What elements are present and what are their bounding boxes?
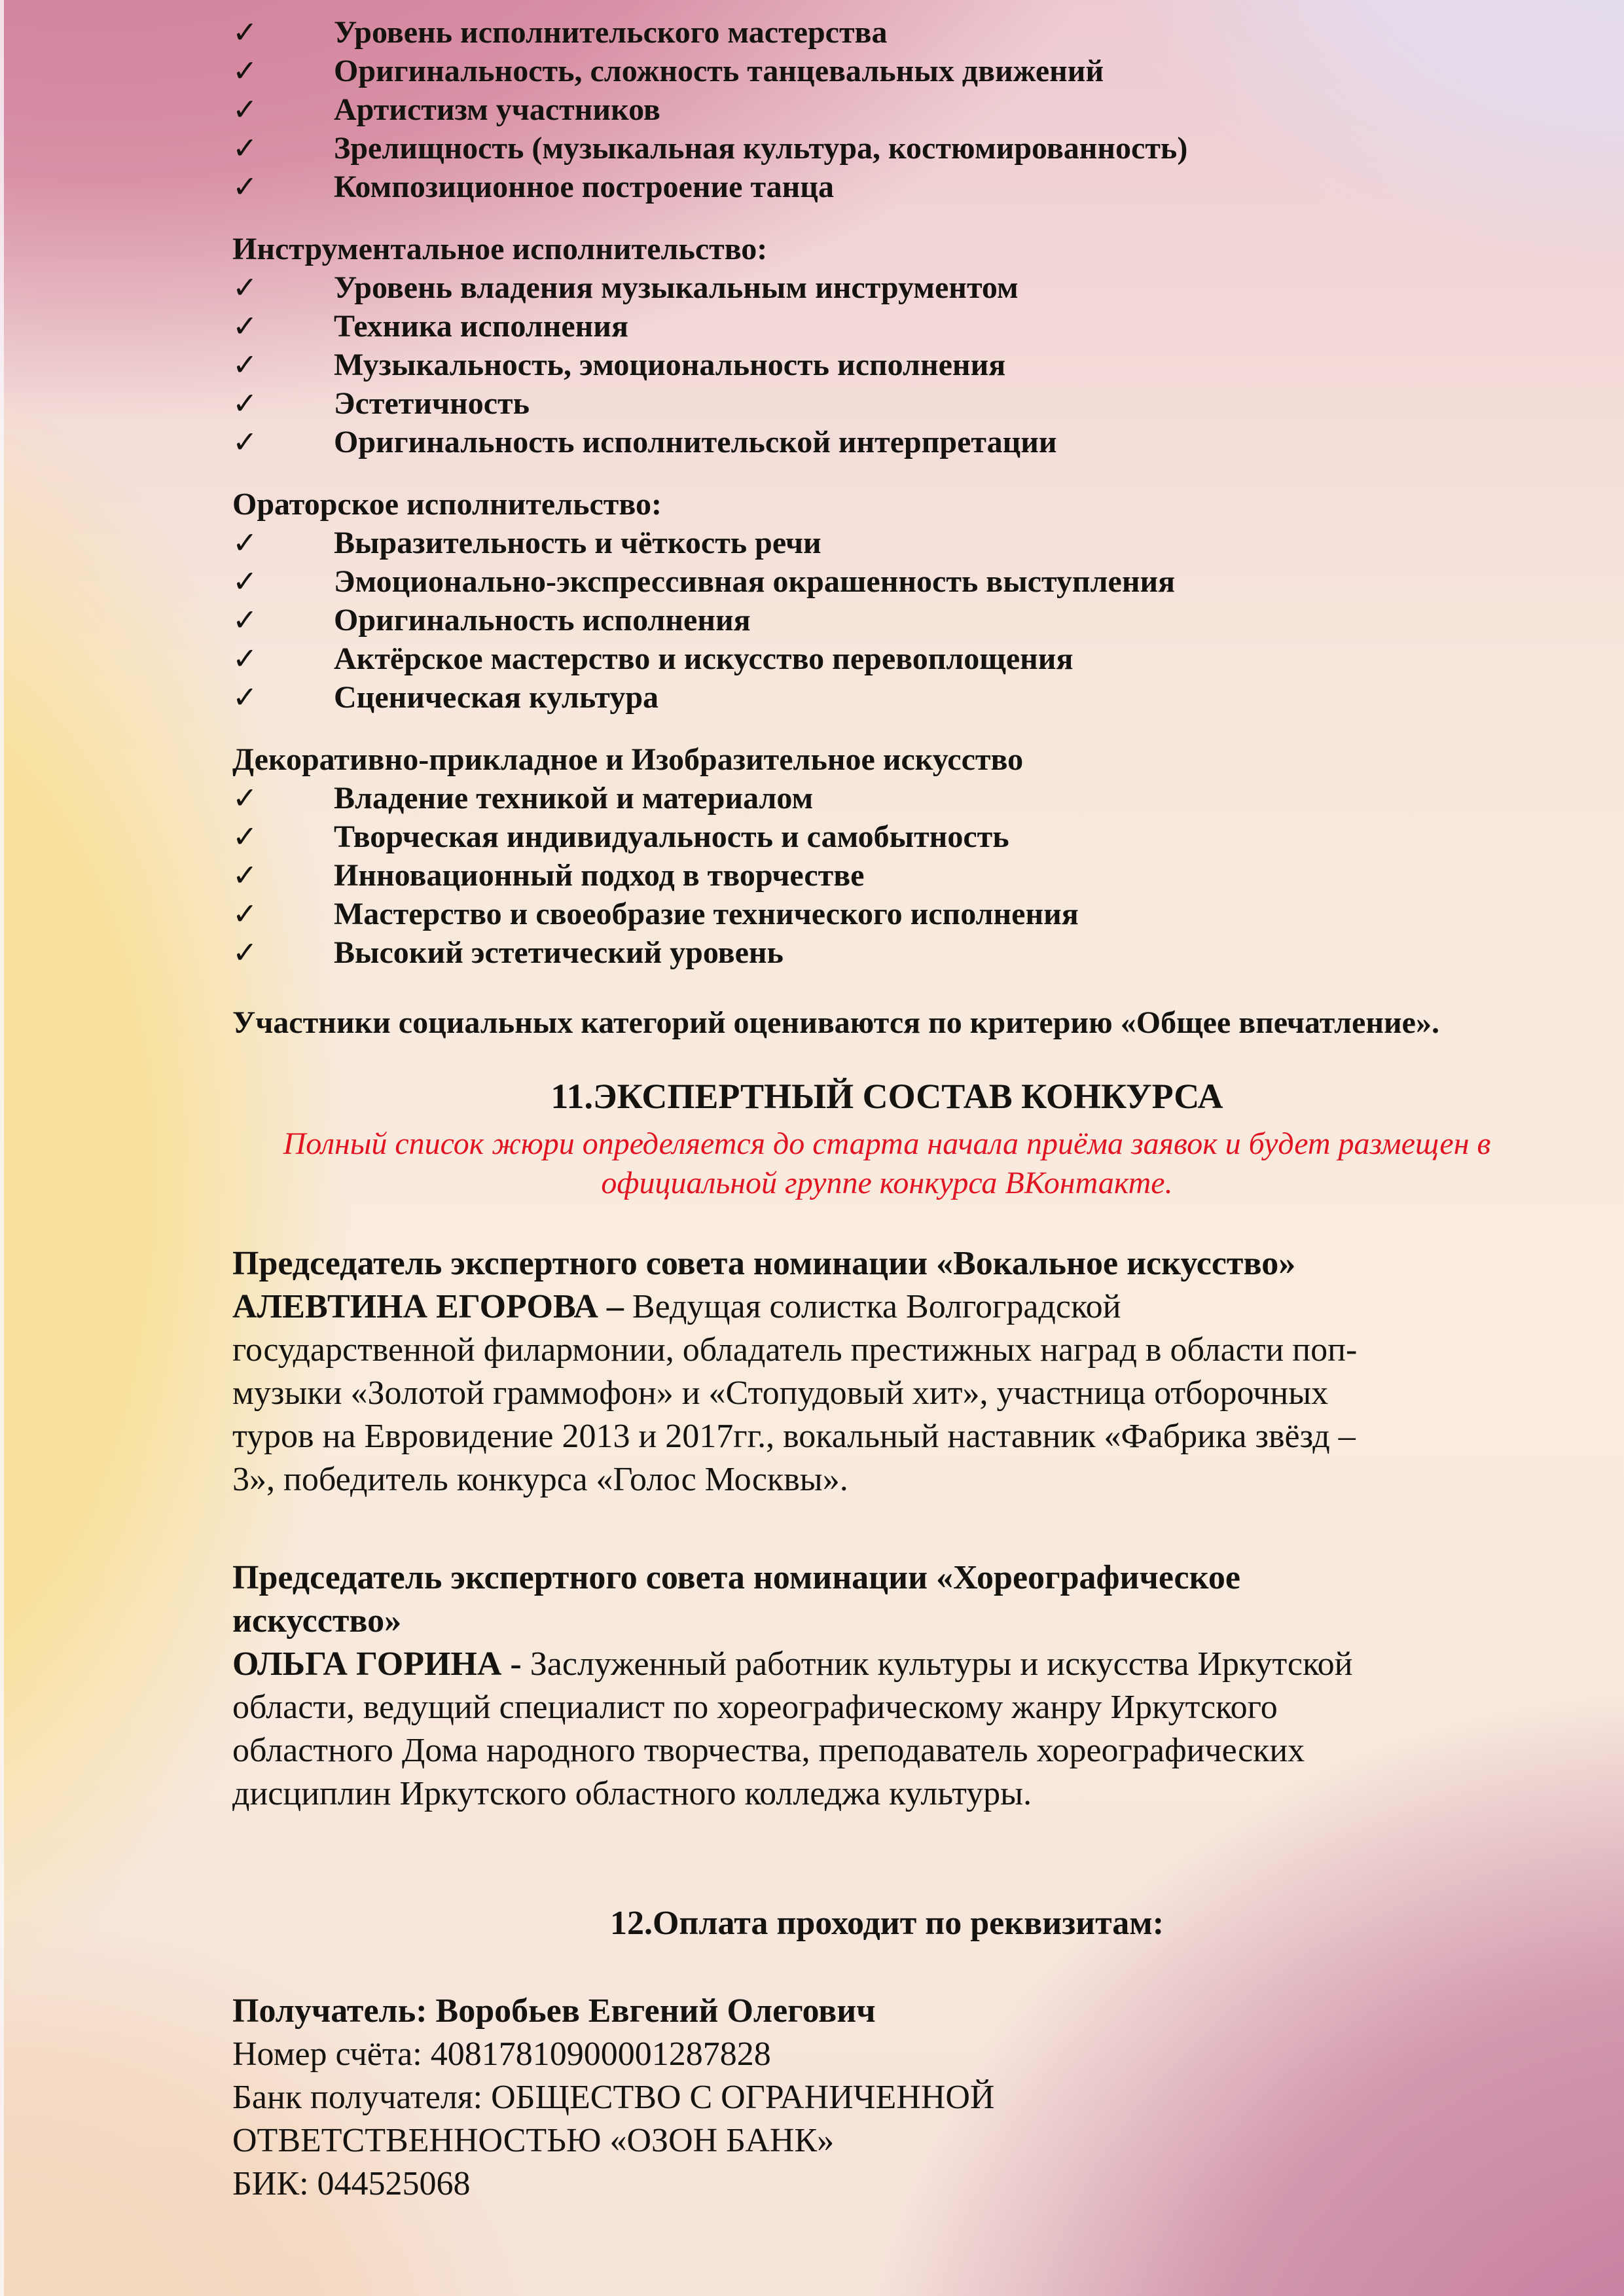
check-icon: ✓ <box>232 93 258 126</box>
check-icon: ✓ <box>232 16 258 49</box>
checklist-item-label: Мастерство и своеобразие технического исполнения <box>334 897 1079 931</box>
check-icon: ✓ <box>232 897 258 931</box>
checklist-item-label: Актёрское мастерство и искусство перевоплощения <box>334 641 1074 676</box>
payment-line-text: Номер счёта: 40817810900001287828 <box>232 2036 771 2073</box>
payment-line <box>232 2162 1542 2206</box>
checklist-item-label: Оригинальность исполнительской интерпретации <box>334 425 1057 459</box>
checklist-row <box>232 562 1542 601</box>
check-icon: ✓ <box>232 565 258 598</box>
jury-line-text: Ведущая солистка Волгоградской <box>632 1288 1121 1325</box>
jury-note-line: Полный список жюри определяется до старта начала приёма заявок и будет размещен в <box>283 1126 1491 1161</box>
check-icon: ✓ <box>232 54 258 88</box>
payment-line <box>232 2076 1542 2119</box>
payment-line-text: ОТВЕТСТВЕННОСТЬЮ «ОЗОН БАНК» <box>232 2122 835 2159</box>
check-icon: ✓ <box>232 170 258 204</box>
checklist-item-label: Уровень исполнительского мастерства <box>334 15 888 50</box>
checklist-item-label: Музыкальность, эмоциональность исполнения <box>334 348 1006 382</box>
check-icon: ✓ <box>232 603 258 637</box>
jury-name: ОЛЬГА ГОРИНА - <box>232 1645 530 1683</box>
checklist-row <box>232 307 1542 346</box>
jury-block-choreography <box>232 1556 1542 1816</box>
checklist-item-label: Артистизм участников <box>334 92 660 127</box>
checklist-item-label: Высокий эстетический уровень <box>334 935 784 970</box>
checklist-section <box>232 740 1542 972</box>
scan-edge <box>0 0 4 2296</box>
section-12-title: 12.Оплата проходит по реквизитам: <box>609 1905 1164 1942</box>
check-icon: ✓ <box>232 936 258 969</box>
jury-line <box>232 1772 1542 1816</box>
checklist-row <box>232 678 1542 717</box>
checklist-item-label: Уровень владения музыкальным инструментом <box>334 270 1019 305</box>
payment-line <box>232 1990 1542 2033</box>
checklist-item-label: Сценическая культура <box>334 680 659 715</box>
jury-line <box>232 1729 1542 1772</box>
checklist-item-label: Эмоционально-экспрессивная окрашенность выступления <box>334 564 1176 599</box>
jury-note-line: официальной группе конкурса ВКонтакте. <box>601 1166 1173 1200</box>
page-content <box>232 13 1542 2206</box>
section-heading: Ораторское исполнительство: <box>232 487 662 522</box>
social-categories-note: Участники социальных категорий оцениваются по критерию «Общее впечатление». <box>232 1005 1439 1040</box>
jury-line-text: 3», победитель конкурса «Голос Москвы». <box>232 1461 848 1498</box>
jury-line <box>232 1643 1542 1686</box>
checklist-row <box>232 779 1542 817</box>
jury-line <box>232 1329 1542 1372</box>
checklist-row <box>232 90 1542 129</box>
payment-line-text: БИК: 044525068 <box>232 2165 471 2202</box>
checklist-item-label: Оригинальность исполнения <box>334 603 751 637</box>
checklist-row <box>232 423 1542 461</box>
jury-line-text: области, ведущий специалист по хореографическому жанру Иркутского <box>232 1689 1278 1726</box>
checklist-row <box>232 856 1542 895</box>
jury-note <box>232 1124 1542 1203</box>
checklist-row <box>232 52 1542 90</box>
jury-line-text: музыки «Золотой граммофон» и «Стопудовый хит», участница отборочных <box>232 1374 1329 1412</box>
jury-line-text: дисциплин Иркутского областного колледжа культуры. <box>232 1775 1032 1812</box>
section-11-title: 11.ЭКСПЕРТНЫЙ СОСТАВ КОНКУРСА <box>550 1077 1223 1116</box>
checklist-item-label: Эстетичность <box>334 386 530 421</box>
checklist-item-label: Выразительность и чёткость речи <box>334 526 821 560</box>
checklist-row <box>232 524 1542 562</box>
jury-heading: Председатель экспертного совета номинации «Хореографическое <box>232 1559 1240 1596</box>
payment-recipient: Получатель: Воробьев Евгений Олегович <box>232 1992 876 2030</box>
jury-line <box>232 1415 1542 1458</box>
checklist-item-label: Техника исполнения <box>334 309 628 344</box>
jury-line <box>232 1686 1542 1729</box>
checklist-row <box>232 268 1542 307</box>
check-icon: ✓ <box>232 425 258 459</box>
jury-line <box>232 1285 1542 1329</box>
checklist-item-label: Композиционное построение танца <box>334 170 834 204</box>
checklist-row <box>232 933 1542 972</box>
checklist-row <box>232 13 1542 52</box>
payment-line <box>232 2033 1542 2076</box>
check-icon: ✓ <box>232 132 258 165</box>
checklist-item-label: Творческая индивидуальность и самобытность <box>334 819 1009 854</box>
check-icon: ✓ <box>232 642 258 675</box>
jury-line-text: туров на Евровидение 2013 и 2017гг., вокальный наставник «Фабрика звёзд – <box>232 1418 1356 1455</box>
checklist-section <box>232 230 1542 461</box>
checklist-item-label: Владение техникой и материалом <box>334 781 814 816</box>
check-icon: ✓ <box>232 859 258 892</box>
jury-line-text: областного Дома народного творчества, преподаватель хореографических <box>232 1732 1305 1769</box>
checklist-item-label: Инновационный подход в творчестве <box>334 858 865 893</box>
checklist-row <box>232 601 1542 639</box>
checklist-row <box>232 168 1542 206</box>
check-icon: ✓ <box>232 271 258 304</box>
check-icon: ✓ <box>232 526 258 560</box>
check-icon: ✓ <box>232 310 258 343</box>
check-icon: ✓ <box>232 681 258 714</box>
jury-name: АЛЕВТИНА ЕГОРОВА – <box>232 1288 632 1325</box>
jury-block-vocal <box>232 1242 1542 1501</box>
checklist-item-label: Оригинальность, сложность танцевальных движений <box>334 54 1104 88</box>
check-icon: ✓ <box>232 781 258 815</box>
jury-line-text: Заслуженный работник культуры и искусства Иркутской <box>530 1645 1353 1683</box>
checklist-row <box>232 817 1542 856</box>
checklist-section <box>232 485 1542 717</box>
jury-heading: Председатель экспертного совета номинации «Вокальное искусство» <box>232 1245 1296 1282</box>
jury-line-text: государственной филармонии, обладатель престижных наград в области поп- <box>232 1331 1358 1369</box>
checklist-row <box>232 346 1542 384</box>
checklist-row <box>232 639 1542 678</box>
check-icon: ✓ <box>232 348 258 382</box>
checklist-row <box>232 384 1542 423</box>
section-heading: Инструментальное исполнительство: <box>232 232 768 266</box>
check-icon: ✓ <box>232 387 258 420</box>
checklist-row <box>232 129 1542 168</box>
section-heading: Декоративно-прикладное и Изобразительное искусство <box>232 742 1024 777</box>
checklist-item-label: Зрелищность (музыкальная культура, костюмированность) <box>334 131 1188 166</box>
payment-line-text: Банк получателя: ОБЩЕСТВО С ОГРАНИЧЕННОЙ <box>232 2079 995 2116</box>
payment-details <box>232 1990 1542 2206</box>
payment-line <box>232 2119 1542 2162</box>
jury-heading: искусство» <box>232 1602 402 1640</box>
jury-line <box>232 1372 1542 1415</box>
jury-line <box>232 1458 1542 1501</box>
checklist-row <box>232 895 1542 933</box>
checklist-section <box>232 13 1542 206</box>
check-icon: ✓ <box>232 820 258 853</box>
